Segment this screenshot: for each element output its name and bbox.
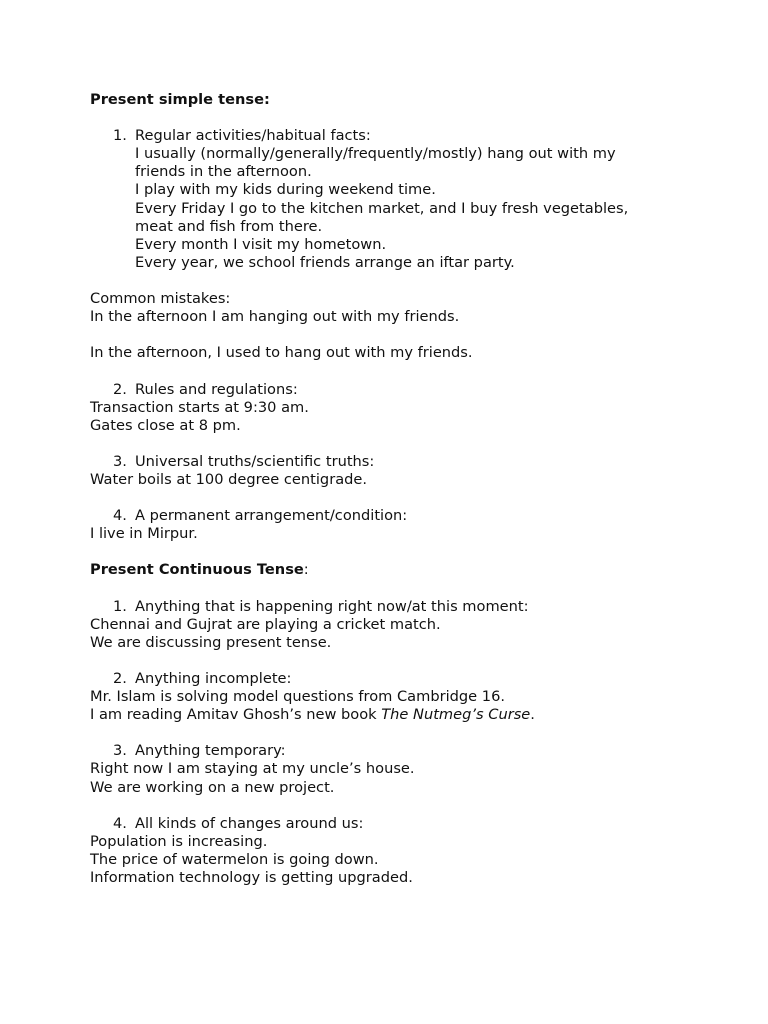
list-item-label: Anything temporary: [135,742,286,760]
spacer [90,580,700,598]
spacer [90,326,700,344]
list-item-permanent-arrangement [90,507,700,525]
book-title: The Nutmeg’s Curse [381,706,531,724]
list-number: 3. [113,742,127,760]
list-item-label: Regular activities/habitual facts: [135,127,371,145]
list-item-changes [90,815,700,833]
spacer [90,435,700,453]
list-item-label: Universal truths/scientific truths: [135,452,375,470]
example-line: Gates close at 8 pm. [90,416,241,434]
spacer [90,489,700,507]
example-line: Every Friday I go to the kitchen market, and I buy fresh vegetables, [135,199,629,217]
example-line: Mr. Islam is solving model questions from Cambridge 16. [90,688,506,706]
book-line-prefix: I am reading Amitav Ghosh’s new book [90,706,382,724]
example-line: meat and fish from there. [135,217,323,235]
example-line: I live in Mirpur. [90,525,198,543]
common-mistakes-label: Common mistakes: [90,290,231,308]
section-heading-present-continuous [90,561,700,579]
book-line-suffix: . [530,706,535,724]
list-item-regular-activities [90,127,700,145]
list-item-label: A permanent arrangement/condition: [135,507,408,525]
example-line: Right now I am staying at my uncle’s house. [90,760,415,778]
spacer [90,797,700,815]
example-line: I play with my kids during weekend time. [135,181,436,199]
document-page [90,91,700,887]
heading-colon: : [303,561,309,579]
example-line: friends in the afternoon. [135,163,312,181]
spacer [90,362,700,380]
spacer [90,724,700,742]
example-line: Transaction starts at 9:30 am. [90,398,309,416]
list-number: 4. [113,507,127,525]
example-line: We are discussing present tense. [90,633,332,651]
list-item-universal-truths [90,453,700,471]
list-item-rules [90,381,700,399]
list-item-temporary [90,742,700,760]
example-line: Every month I visit my hometown. [135,235,387,253]
list-number: 1. [113,127,127,145]
list-item-incomplete [90,670,700,688]
list-item-label: All kinds of changes around us: [135,814,364,832]
list-number: 2. [113,380,127,398]
list-number: 2. [113,670,127,687]
list-number: 3. [113,452,127,470]
example-line: Information technology is getting upgraded. [90,869,413,887]
list-item-label: Rules and regulations: [135,380,298,398]
example-line: Population is increasing. [90,832,268,850]
example-line-book [90,706,700,724]
example-line: The price of watermelon is going down. [90,850,379,868]
section-heading-present-simple: Present simple tense: [90,91,270,108]
list-item-label: Anything that is happening right now/at this moment: [135,597,529,615]
mistake-line: In the afternoon, I used to hang out with my friends. [90,344,473,362]
list-item-label: Anything incomplete: [135,670,292,687]
example-line: Water boils at 100 degree centigrade. [90,470,368,488]
list-number: 4. [113,814,127,832]
list-number: 1. [113,597,127,615]
example-line: I usually (normally/generally/frequently/mostly) hang out with my [135,145,616,163]
example-line: We are working on a new project. [90,778,335,796]
spacer [90,543,700,561]
mistake-line: In the afternoon I am hanging out with my friends. [90,308,460,326]
spacer [90,272,700,290]
example-line: Chennai and Gujrat are playing a cricket match. [90,615,441,633]
list-item-happening-now [90,598,700,616]
spacer [90,652,700,670]
example-line: Every year, we school friends arrange an iftar party. [135,253,515,271]
spacer [90,109,700,127]
heading-text: Present Continuous Tense [90,561,304,579]
